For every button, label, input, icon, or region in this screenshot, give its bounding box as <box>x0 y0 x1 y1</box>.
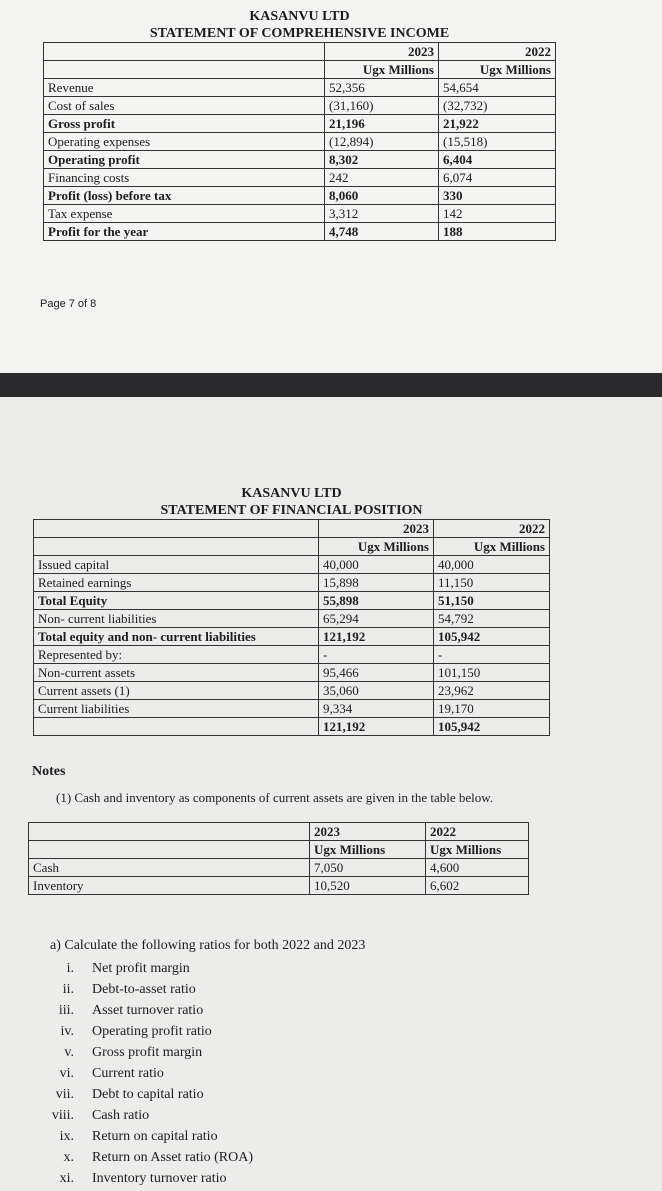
table-row <box>44 169 556 187</box>
table-row <box>34 556 550 574</box>
value-2022: 4,600 <box>426 859 529 877</box>
components-rows <box>29 859 529 895</box>
value-2023: 40,000 <box>319 556 434 574</box>
value-2023: 65,294 <box>319 610 434 628</box>
value-2022: 6,404 <box>439 151 556 169</box>
table-row <box>44 187 556 205</box>
table-row <box>34 592 550 610</box>
list-item <box>30 1168 253 1189</box>
income-unit-2023: Ugx Millions <box>325 61 439 79</box>
list-item <box>30 958 253 979</box>
row-label: Total equity and non- current liabilities <box>34 628 319 646</box>
current-assets-components-table <box>28 822 529 895</box>
list-item-text: Debt to capital ratio <box>92 1087 204 1102</box>
value-2022: 101,150 <box>434 664 550 682</box>
position-statement-title: STATEMENT OF FINANCIAL POSITION <box>160 502 423 518</box>
value-2022: 23,962 <box>434 682 550 700</box>
value-2022: 142 <box>439 205 556 223</box>
row-label <box>34 718 319 736</box>
list-item-text: Operating profit ratio <box>92 1024 212 1039</box>
table-row <box>34 664 550 682</box>
value-2023: 121,192 <box>319 628 434 646</box>
value-2023: 95,466 <box>319 664 434 682</box>
income-statement-title: STATEMENT OF COMPREHENSIVE INCOME <box>149 25 450 41</box>
table-row <box>34 682 550 700</box>
value-2022: - <box>434 646 550 664</box>
table-row <box>44 97 556 115</box>
components-year-2023: 2023 <box>310 823 426 841</box>
list-item-number: vii. <box>55 1087 74 1102</box>
value-2022: (32,732) <box>439 97 556 115</box>
row-label: Non-current assets <box>34 664 319 682</box>
list-item-number: vi. <box>59 1066 74 1081</box>
value-2023: 9,334 <box>319 700 434 718</box>
table-row <box>34 700 550 718</box>
value-2023: 8,302 <box>325 151 439 169</box>
position-unit-2022: Ugx Millions <box>434 538 550 556</box>
position-rows <box>34 556 550 736</box>
table-row <box>34 646 550 664</box>
table-row <box>34 718 550 736</box>
list-item <box>30 1126 253 1147</box>
value-2023: 3,312 <box>325 205 439 223</box>
list-item-text: Return on Asset ratio (ROA) <box>92 1150 253 1165</box>
list-item-text: Return on capital ratio <box>92 1129 218 1144</box>
notes-text: (1) Cash and inventory as components of current assets are given in the table below. <box>56 790 494 805</box>
value-2022: 54,654 <box>439 79 556 97</box>
table-row <box>44 205 556 223</box>
row-label: Represented by: <box>34 646 319 664</box>
list-item <box>30 1084 253 1105</box>
value-2022: 330 <box>439 187 556 205</box>
list-item <box>30 1000 253 1021</box>
row-label: Current assets (1) <box>34 682 319 700</box>
row-label: Tax expense <box>44 205 325 223</box>
list-item <box>30 1063 253 1084</box>
list-item-text: Gross profit margin <box>92 1045 203 1060</box>
value-2023: 4,748 <box>325 223 439 241</box>
list-item <box>30 1147 253 1168</box>
row-label: Operating profit <box>44 151 325 169</box>
value-2022: 51,150 <box>434 592 550 610</box>
table-row <box>44 223 556 241</box>
table-row <box>44 151 556 169</box>
value-2022: 105,942 <box>434 718 550 736</box>
row-label: Retained earnings <box>34 574 319 592</box>
table-row <box>34 610 550 628</box>
value-2023: - <box>319 646 434 664</box>
table-row <box>34 628 550 646</box>
page-divider <box>0 373 662 397</box>
list-item <box>30 979 253 1000</box>
list-item-text: Cash ratio <box>92 1108 150 1123</box>
notes-heading: Notes <box>32 764 66 779</box>
row-label: Current liabilities <box>34 700 319 718</box>
ratio-list <box>30 958 253 1189</box>
value-2023: 21,196 <box>325 115 439 133</box>
row-label: Cost of sales <box>44 97 325 115</box>
row-label: Profit for the year <box>44 223 325 241</box>
value-2023: 121,192 <box>319 718 434 736</box>
list-item-text: Net profit margin <box>92 961 190 976</box>
table-row <box>44 79 556 97</box>
list-item <box>30 1105 253 1126</box>
income-year-2023: 2023 <box>325 43 439 61</box>
list-item-number: viii. <box>51 1108 74 1123</box>
list-item-number: ix. <box>59 1129 74 1144</box>
value-2022: 40,000 <box>434 556 550 574</box>
list-item-number: ii. <box>62 982 74 997</box>
list-item-text: Asset turnover ratio <box>92 1003 204 1018</box>
row-label: Issued capital <box>34 556 319 574</box>
list-item-number: iv. <box>60 1024 74 1039</box>
components-unit-2023: Ugx Millions <box>310 841 426 859</box>
income-rows <box>44 79 556 241</box>
list-item <box>30 1042 253 1063</box>
value-2023: 8,060 <box>325 187 439 205</box>
page-number: Page 7 of 8 <box>40 298 97 310</box>
components-unit-2022: Ugx Millions <box>426 841 529 859</box>
position-unit-2023: Ugx Millions <box>319 538 434 556</box>
list-item-number: v. <box>64 1045 74 1060</box>
list-item-number: x. <box>63 1150 74 1165</box>
row-label: Non- current liabilities <box>34 610 319 628</box>
list-item-text: Current ratio <box>92 1066 164 1081</box>
value-2023: 242 <box>325 169 439 187</box>
income-unit-2022: Ugx Millions <box>439 61 556 79</box>
table-row <box>44 115 556 133</box>
row-label: Revenue <box>44 79 325 97</box>
value-2023: (12,894) <box>325 133 439 151</box>
value-2023: 35,060 <box>319 682 434 700</box>
income-statement-table <box>43 8 556 241</box>
list-item-text: Debt-to-asset ratio <box>92 982 196 997</box>
value-2022: 105,942 <box>434 628 550 646</box>
income-company-name: KASANVU LTD <box>249 8 350 24</box>
list-item-number: i. <box>66 961 74 976</box>
list-item-text: Inventory turnover ratio <box>92 1171 227 1186</box>
value-2022: 6,602 <box>426 877 529 895</box>
table-row <box>29 859 529 877</box>
row-label: Profit (loss) before tax <box>44 187 325 205</box>
value-2022: 54,792 <box>434 610 550 628</box>
income-year-2022: 2022 <box>439 43 556 61</box>
position-company-name: KASANVU LTD <box>241 485 342 501</box>
row-label: Operating expenses <box>44 133 325 151</box>
list-item-number: iii. <box>58 1003 74 1018</box>
value-2022: 19,170 <box>434 700 550 718</box>
value-2023: 15,898 <box>319 574 434 592</box>
financial-position-table <box>33 485 550 736</box>
list-item <box>30 1021 253 1042</box>
table-row <box>34 574 550 592</box>
row-label: Gross profit <box>44 115 325 133</box>
position-year-2022: 2022 <box>434 520 550 538</box>
row-label: Inventory <box>29 877 310 895</box>
value-2023: 55,898 <box>319 592 434 610</box>
value-2023: 7,050 <box>310 859 426 877</box>
value-2023: 10,520 <box>310 877 426 895</box>
row-label: Cash <box>29 859 310 877</box>
value-2022: 21,922 <box>439 115 556 133</box>
row-label: Total Equity <box>34 592 319 610</box>
list-item-number: xi. <box>59 1171 74 1186</box>
table-row <box>44 133 556 151</box>
table-row <box>29 877 529 895</box>
question-prompt: a) Calculate the following ratios for both 2022 and 2023 <box>50 938 366 953</box>
components-year-2022: 2022 <box>426 823 529 841</box>
row-label: Financing costs <box>44 169 325 187</box>
value-2023: 52,356 <box>325 79 439 97</box>
value-2022: (15,518) <box>439 133 556 151</box>
value-2022: 6,074 <box>439 169 556 187</box>
value-2022: 11,150 <box>434 574 550 592</box>
position-year-2023: 2023 <box>319 520 434 538</box>
value-2023: (31,160) <box>325 97 439 115</box>
value-2022: 188 <box>439 223 556 241</box>
